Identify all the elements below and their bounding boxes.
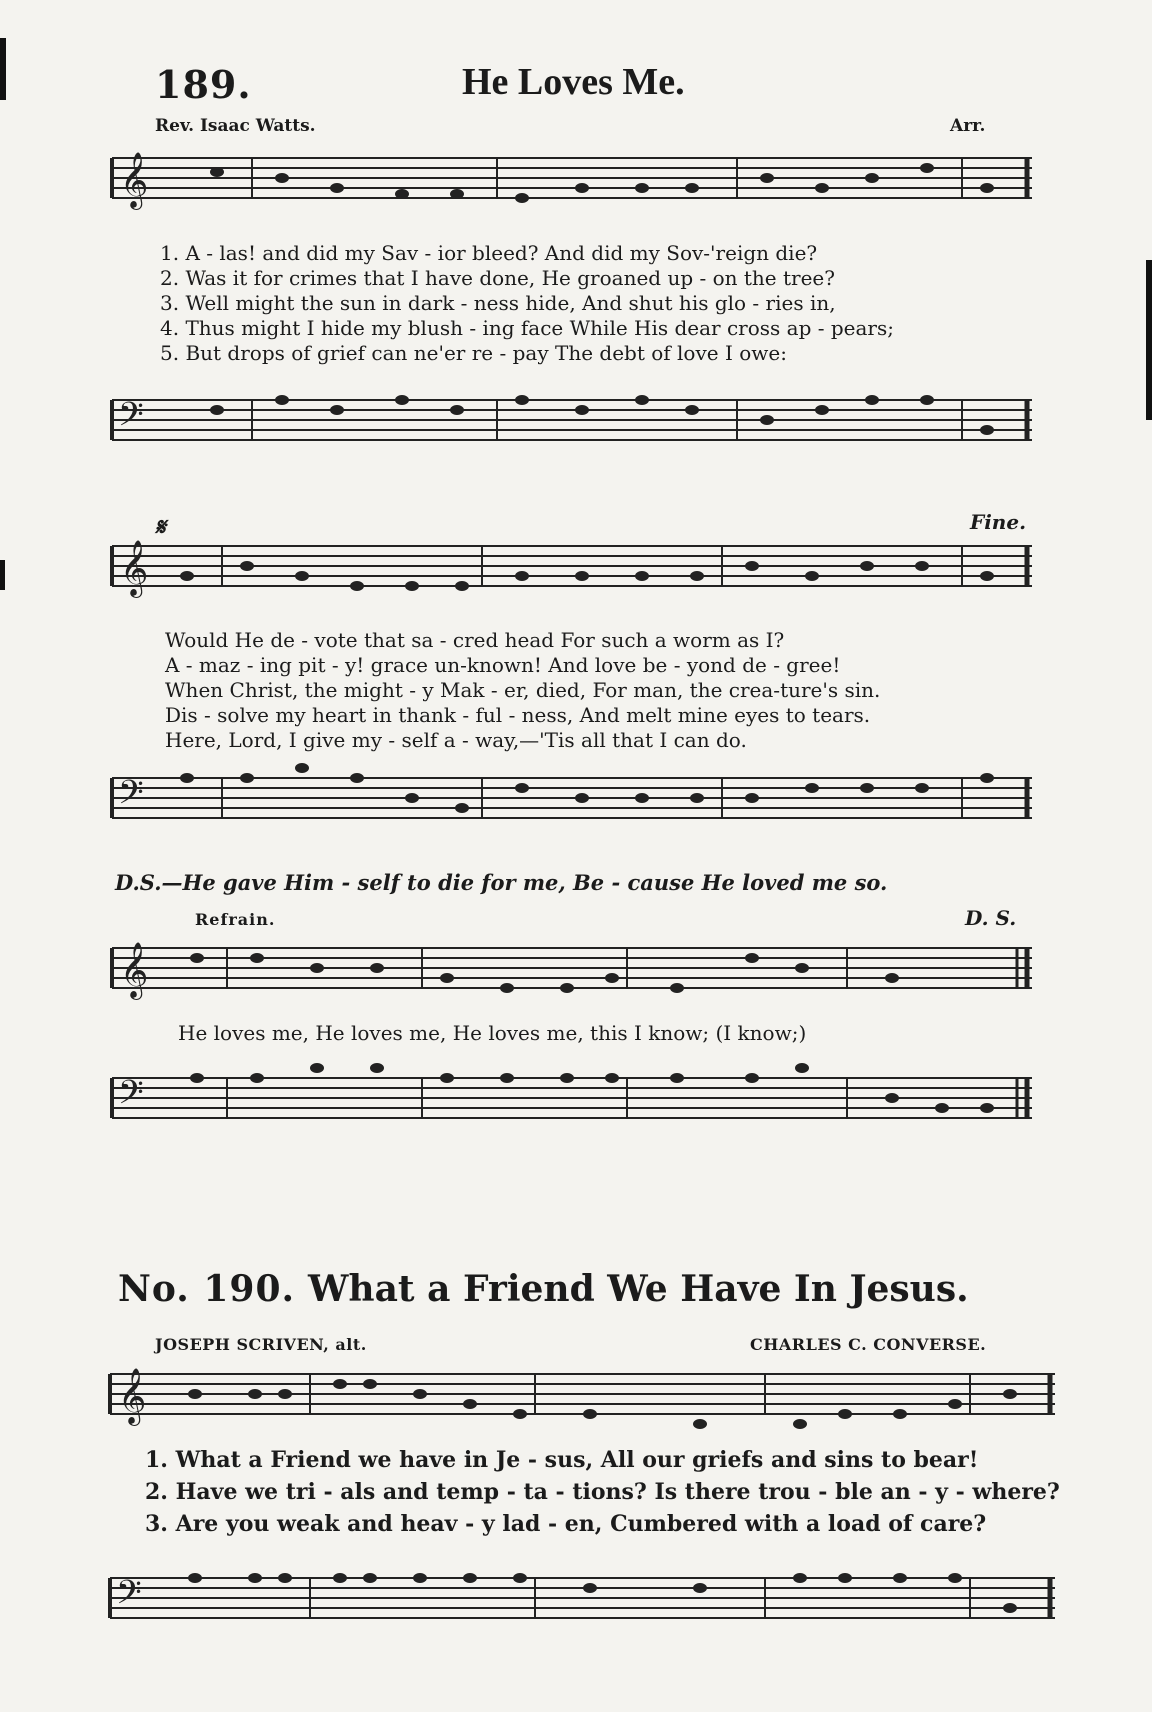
segno-mark: 𝄋 [155, 512, 166, 541]
hymn-190-composer: CHARLES C. CONVERSE. [750, 1335, 987, 1354]
svg-text:𝄢: 𝄢 [118, 396, 144, 442]
hymn-189-composer: Arr. [950, 116, 986, 136]
hymn-189-verse-3-b: When Christ, the might - y Mak - er, died, For man, the crea-ture's sin. [165, 678, 881, 702]
hymn-190-verse-2: 2. Have we tri - als and temp - ta - tions? Is there trou - ble an - y - where? [145, 1479, 1060, 1505]
svg-text:𝄢: 𝄢 [118, 1074, 144, 1120]
hymn-189-verse-2-a: 2. Was it for crimes that I have done, He groaned up - on the tree? [160, 266, 835, 290]
page-edge-mark [1146, 260, 1152, 420]
hymn-189-author: Rev. Isaac Watts. [155, 116, 316, 136]
page-edge-mark [0, 38, 6, 100]
hymn-189-number: 189. [155, 62, 252, 107]
svg-text:𝄞: 𝄞 [118, 1368, 147, 1424]
svg-text:𝄞: 𝄞 [120, 540, 149, 596]
ds-mark: D. S. [965, 906, 1017, 930]
svg-text:𝄞: 𝄞 [120, 152, 149, 208]
ds-lyric-line: D.S.—He gave Him - self to die for me, Be - cause He loved me so. [115, 870, 888, 895]
hymn-189-verse-1-a: 1. A - las! and did my Sav - ior bleed? And did my Sov-'reign die? [160, 241, 818, 265]
music-staff-bass-3 [112, 1070, 1032, 1130]
hymn-189-verse-4-b: Dis - solve my heart in thank - ful - ness, And melt mine eyes to tears. [165, 703, 871, 727]
music-staff-bass-4 [110, 1570, 1060, 1630]
svg-text:𝄞: 𝄞 [120, 942, 149, 998]
fine-mark: Fine. [970, 510, 1027, 534]
hymn-190-number: No. 190. [118, 1268, 296, 1310]
svg-text:𝄢: 𝄢 [116, 1574, 142, 1620]
hymn-190-author: JOSEPH SCRIVEN, alt. [155, 1335, 367, 1354]
svg-text:𝄢: 𝄢 [118, 774, 144, 820]
refrain-label: Refrain. [195, 910, 276, 929]
hymn-189-verse-4-a: 4. Thus might I hide my blush - ing face While His dear cross ap - pears; [160, 316, 894, 340]
music-staff-treble-4 [110, 1366, 1060, 1426]
hymn-189-verse-5-b: Here, Lord, I give my - self a - way,—'Tis all that I can do. [165, 728, 747, 752]
hymn-189-title: He Loves Me. [462, 61, 685, 103]
hymn-189-verse-5-a: 5. But drops of grief can ne'er re - pay The debt of love I owe: [160, 341, 787, 365]
page-edge-mark [0, 560, 5, 590]
hymn-189-verse-1-b: Would He de - vote that sa - cred head For such a worm as I? [165, 628, 785, 652]
music-staff-bass-1 [112, 392, 1032, 452]
refrain-lyric-line: He loves me, He loves me, He loves me, this I know; (I know;) [178, 1021, 807, 1045]
music-staff-treble-1 [112, 150, 1032, 210]
music-staff-treble-3 [112, 940, 1032, 1000]
hymn-190-title: What a Friend We Have In Jesus. [308, 1268, 969, 1310]
hymn-189-verse-3-a: 3. Well might the sun in dark - ness hide, And shut his glo - ries in, [160, 291, 836, 315]
music-staff-bass-2 [112, 770, 1032, 830]
music-staff-treble-2 [112, 538, 1032, 598]
hymn-190-verse-3: 3. Are you weak and heav - y lad - en, Cumbered with a load of care? [145, 1511, 987, 1537]
hymn-190-verse-1: 1. What a Friend we have in Je - sus, All our griefs and sins to bear! [145, 1447, 979, 1473]
hymn-189-verse-2-b: A - maz - ing pit - y! grace un-known! And love be - yond de - gree! [165, 653, 841, 677]
